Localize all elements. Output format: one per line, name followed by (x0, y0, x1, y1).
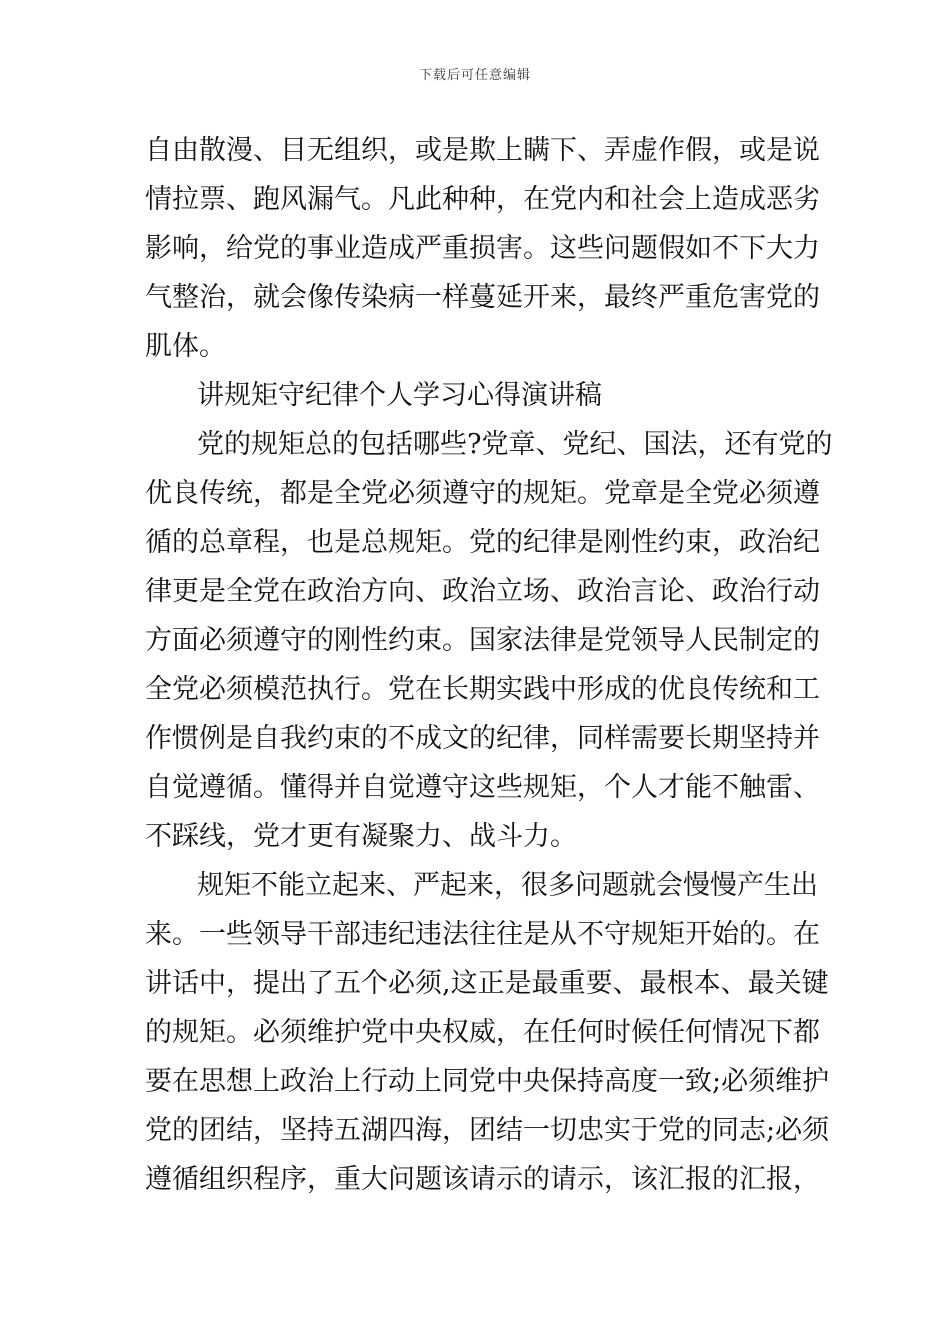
text-line: 来。一些领导干部违纪违法往往是从不守规矩开始的。在 (145, 919, 820, 950)
text-line: 气整治，就会像传染病一样蔓延开来，最终严重危害党的 (145, 282, 820, 313)
text-line: 全党必须模范执行。党在长期实践中形成的优良传统和工 (145, 674, 820, 705)
page-header: 下载后可任意编辑 (418, 68, 531, 83)
text-line: 循的总章程，也是总规矩。党的纪律是刚性约束，政治纪 (145, 527, 820, 558)
text-line: 律更是全党在政治方向、政治立场、政治言论、政治行动 (145, 576, 820, 607)
text-line: 不踩线，党才更有凝聚力、战斗力。 (145, 821, 577, 852)
text-line: 遵循组织程序，重大问题该请示的请示，该汇报的汇报， (145, 1164, 820, 1195)
text-line: 规矩不能立起来、严起来，很多问题就会慢慢产生出 (197, 870, 818, 901)
section-title: 讲规矩守纪律个人学习心得演讲稿 (197, 380, 602, 411)
text-line: 党的规矩总的包括哪些?党章、党纪、国法，还有党的 (197, 429, 833, 460)
text-line: 肌体。 (145, 331, 226, 362)
text-line: 情拉票、跑风漏气。凡此种种，在党内和社会上造成恶劣 (145, 184, 820, 215)
text-line: 方面必须遵守的刚性约束。国家法律是党领导人民制定的 (145, 625, 820, 656)
text-line: 要在思想上政治上行动上同党中央保持高度一致;必须维护 (145, 1066, 830, 1097)
text-line: 优良传统，都是全党必须遵守的规矩。党章是全党必须遵 (145, 478, 820, 509)
text-line: 的规矩。必须维护党中央权威，在任何时候任何情况下都 (145, 1017, 820, 1048)
text-line: 自觉遵循。懂得并自觉遵守这些规矩，个人才能不触雷、 (145, 772, 820, 803)
document-body (145, 126, 833, 1204)
text-line: 党的团结，坚持五湖四海，团结一切忠实于党的同志;必须 (145, 1115, 830, 1146)
text-line: 自由散漫、目无组织，或是欺上瞒下、弄虚作假，或是说 (145, 135, 820, 166)
text-line: 影响，给党的事业造成严重损害。这些问题假如不下大力 (145, 233, 820, 264)
text-line: 作惯例是自我约束的不成文的纪律，同样需要长期坚持并 (145, 723, 820, 754)
text-line: 讲话中，提出了五个必须,这正是最重要、最根本、最关键 (145, 968, 829, 999)
